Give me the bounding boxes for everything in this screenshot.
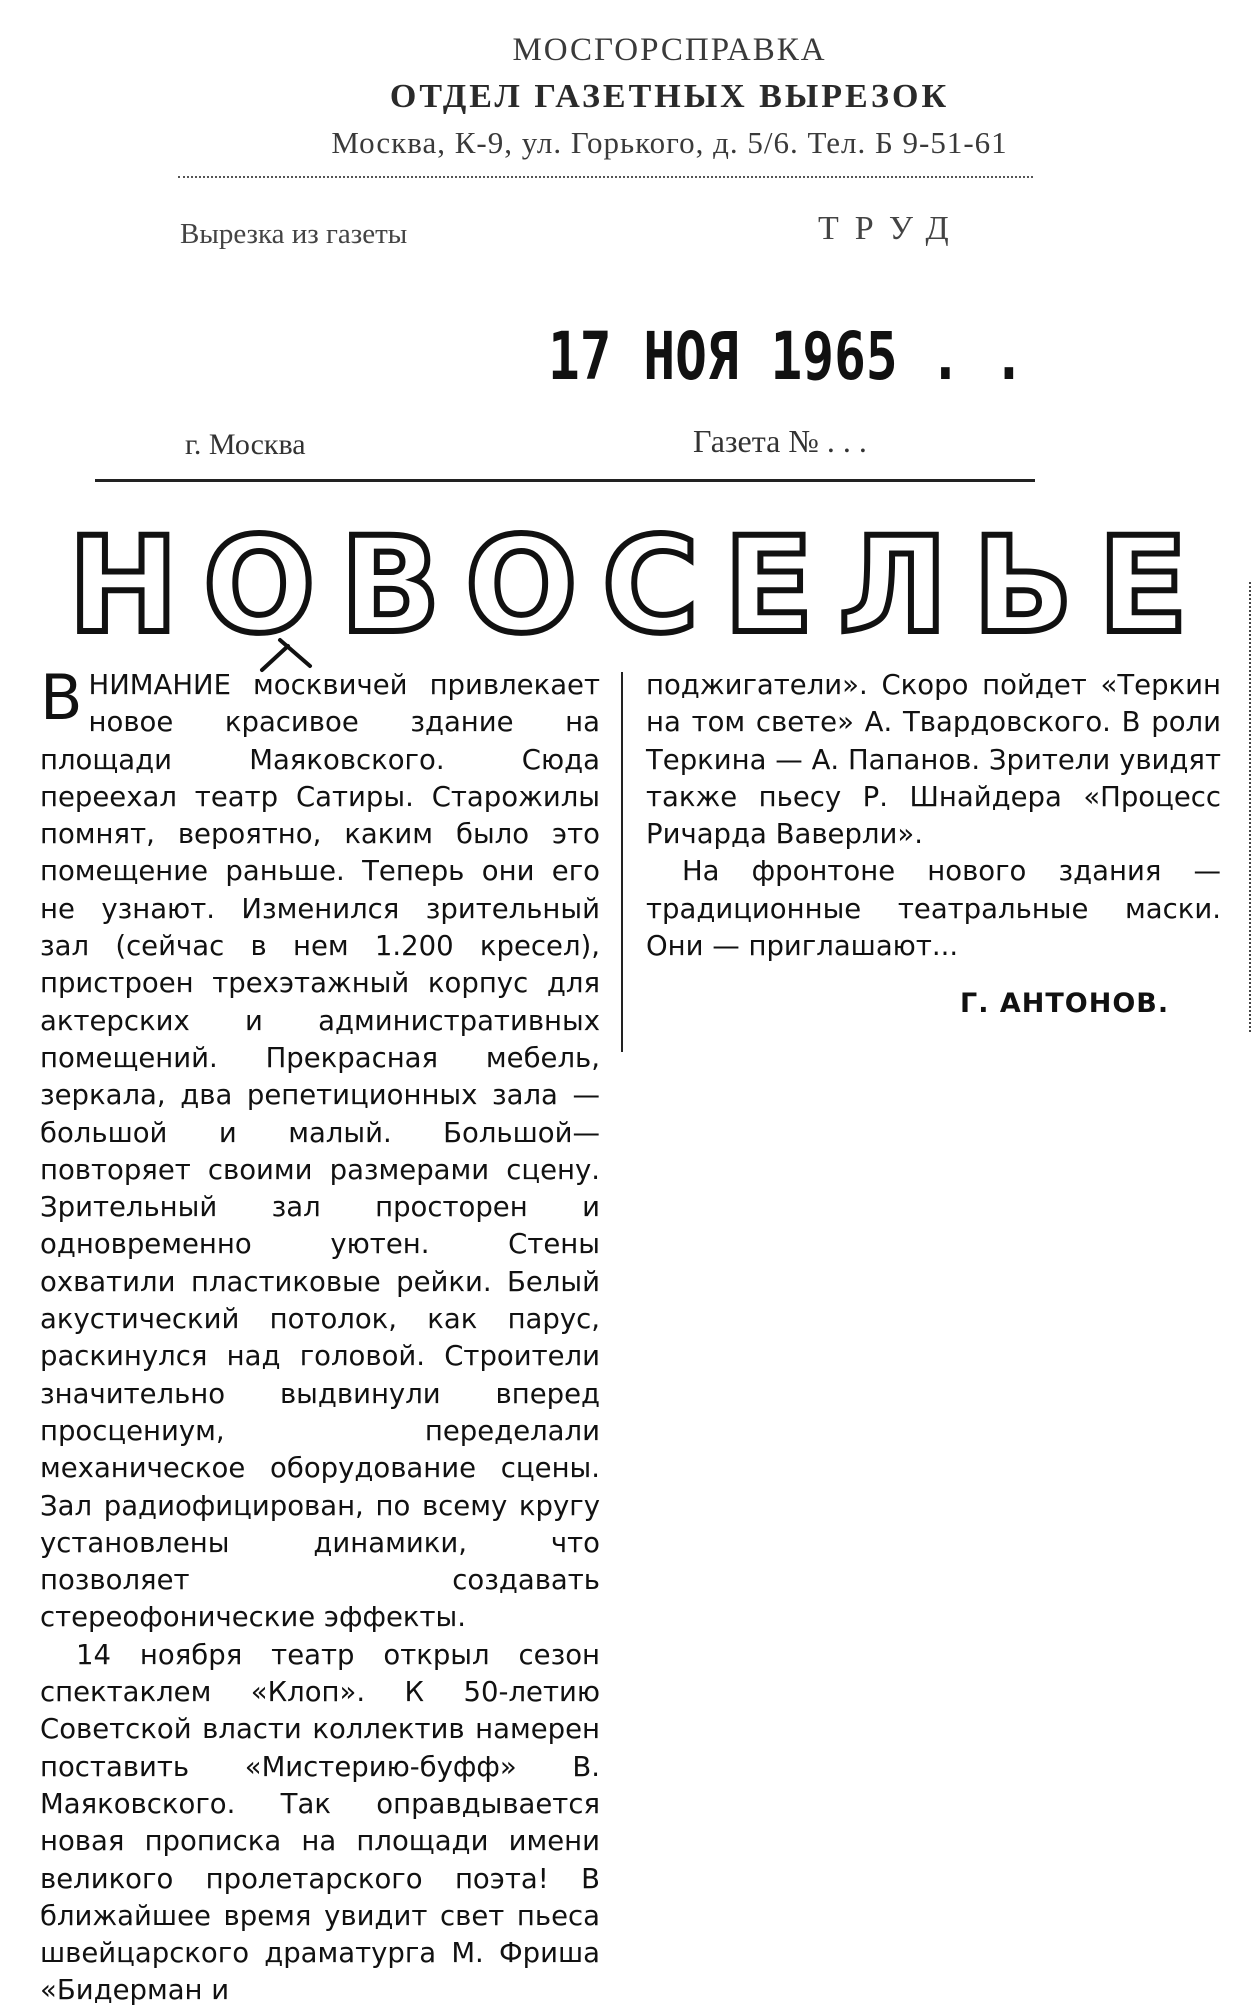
headline-letter: Е [1097, 509, 1188, 663]
headline-letter: С [601, 509, 699, 663]
paragraph-text: НИМАНИЕ москвичей привлекает новое красивое здание на площади Маяковского. Сюда переехал театр Сатиры. Старожилы помнят, вероятно, каким было это помещение раньше. Теперь они его не узнают. Изменился зрительный зал (сейчас в нем 1.200 кресел), пристроен трехэтажный корпус для актерских и административных помещений. Прекрасная мебель, зеркала, два репетиционных зала — большой и малый. Большой—повторяет своими размерами сцену. Зрительный зал просторен и одновременно уютен. Стены охватили пластиковые рейки. Белый акустический потолок, как парус, раскинулся над головой. Строители значительно выдвинули вперед просцениум, переделали механическое оборудование сцены. Зал радиофицирован, по всему кругу установлены динамики, что позволяет создавать стереофонические эффекты. [40, 669, 600, 1634]
headline-letter: О [203, 509, 316, 663]
headline-letter: Л [838, 509, 948, 663]
article-author: Г. АНТОНОВ. [960, 988, 1170, 1019]
drop-cap: В [40, 661, 83, 734]
city-label: г. Москва [185, 428, 306, 461]
article-paragraph: На фронтоне нового здания — традиционные театральные маски. Они — приглашают... [646, 855, 1221, 963]
issue-label: Газета № . . . [693, 423, 867, 459]
article-column-left [40, 661, 600, 2010]
article-paragraph: 14 ноября театр открыл сезон спектаклем «Клоп». К 50-летию Советской власти коллектив намерен поставить «Мистерию-буфф» В. Маяковского. Так оправдывается новая прописка на площади имени великого пролетарского поэта! В ближайшее время увидит свет пьеса швейцарского драматурга М. Фриша «Бидерман и [40, 1638, 600, 2007]
article-headline [68, 509, 1188, 663]
headline-letter: Е [723, 509, 814, 663]
clip-divider [95, 479, 1035, 482]
article-paragraph [40, 661, 600, 1637]
article-column-right [646, 667, 1221, 965]
column-divider [621, 672, 623, 1052]
headline-letter: В [339, 509, 441, 663]
headline-letter: О [465, 509, 578, 663]
cut-edge [1249, 582, 1251, 1032]
date-stamp: 17 НОЯ 1965 . . [548, 318, 1025, 395]
clip-label: Вырезка из газеты [180, 218, 408, 250]
agency-name: МОСГОРСПРАВКА [512, 32, 827, 68]
department-name: ОТДЕЛ ГАЗЕТНЫХ ВЫРЕЗОК [389, 78, 950, 115]
agency-address: Москва, К-9, ул. Горького, д. 5/6. Тел. Б 9-51-61 [331, 125, 1008, 160]
headline-letter: Н [68, 509, 179, 663]
headline-letter: Ь [972, 509, 1074, 663]
article-paragraph: поджигатели». Скоро пойдет «Теркин на том свете» А. Твардовского. В роли Теркина — А. Папанов. Зрители увидят также пьесу Р. Шнайдера «Процесс Ричарда Ваверли». [646, 669, 1221, 851]
header-divider [178, 176, 1033, 178]
newspaper-name: ТРУД [818, 210, 965, 247]
